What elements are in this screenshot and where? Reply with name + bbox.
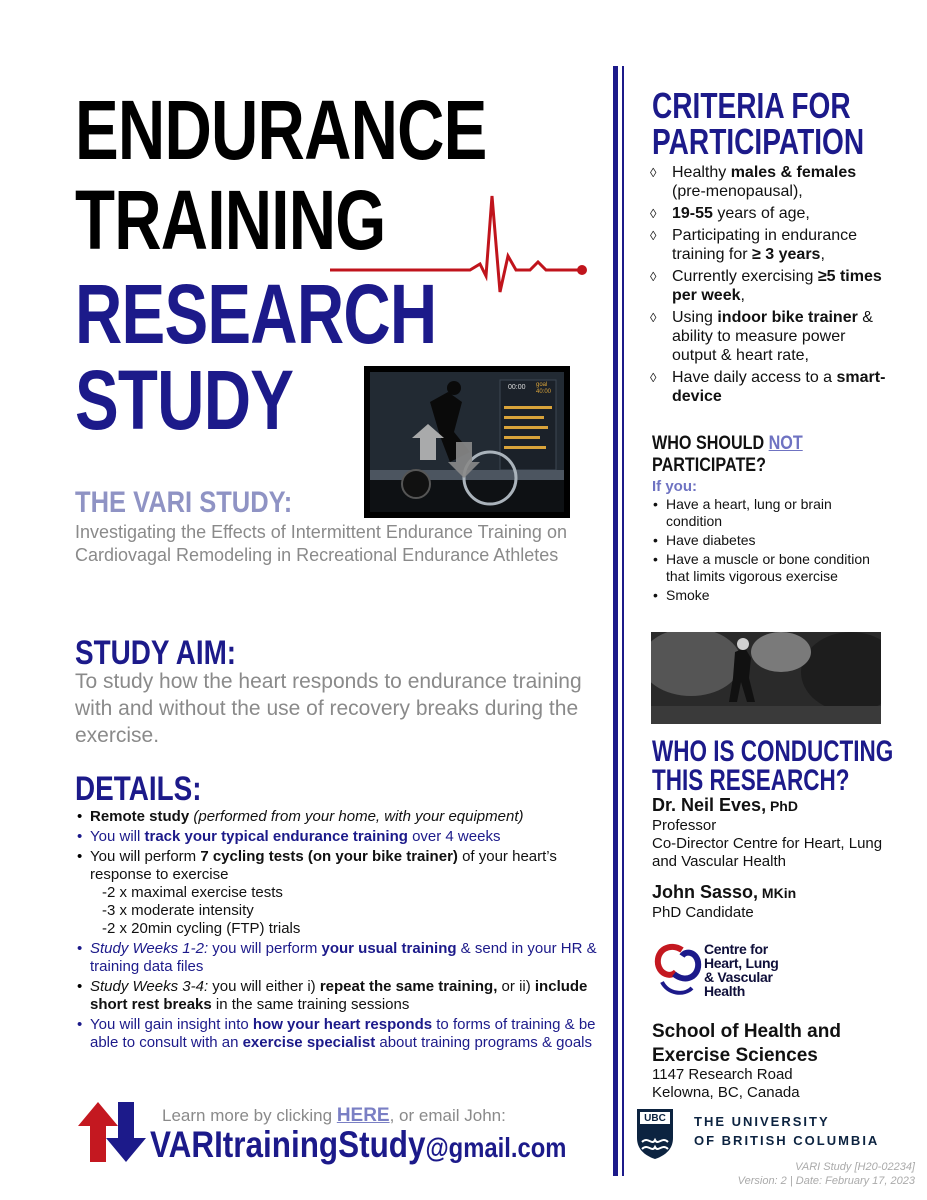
researcher-role-sasso: PhD Candidate (652, 904, 754, 921)
details-list (75, 808, 605, 1054)
details-item-remote: • Remote study (performed from your home, with your equipment) (75, 808, 605, 826)
up-down-arrows-icon (76, 1100, 148, 1164)
criteria-item-smart-device: ◊ Have daily access to a smart-device (648, 368, 893, 406)
researcher-role-eves: Professor Co-Director Centre for Heart, Lung and Vascular Health (652, 817, 883, 870)
if-you-label: If you: (652, 478, 697, 495)
researcher-name-eves: Dr. Neil Eves, PhD (652, 795, 798, 815)
title-training: TRAINING (75, 173, 386, 267)
criteria-heading: CRITERIA FOR PARTICIPATION (652, 85, 865, 162)
criteria-item-training-years: ◊ Participating in endurance training for ≥ 3 years, (648, 226, 893, 264)
details-item-weeks-1-2: • Study Weeks 1-2: you will perform your usual training & send in your HR & training data files (75, 940, 605, 976)
study-aim-text: To study how the heart responds to endurance training with and without the use of recovery breaks during the exercise. (75, 670, 582, 747)
title-study: STUDY (75, 353, 294, 447)
vari-study-heading: THE VARI STUDY: (75, 486, 293, 519)
centre-logo-text: Centre for Heart, Lung & Vascular Health (704, 941, 779, 999)
list-item: • Smoke (652, 587, 886, 604)
ubc-crest-text: UBC (644, 1113, 666, 1124)
contact-email[interactable]: VARItrainingStudy@gmail.com (150, 1124, 567, 1165)
details-item-track: • You will track your typical endurance training over 4 weeks (75, 828, 605, 846)
conducting-heading: WHO IS CONDUCTING THIS RESEARCH? (652, 735, 894, 797)
screen-time: 00:00 (508, 384, 526, 391)
not-participate-heading: WHO SHOULD NOT PARTICIPATE? (652, 433, 803, 476)
version-footer: VARI Study [H20-02234] Version: 2 | Date: February 17, 2023 (737, 1161, 915, 1187)
ubc-wordmark: THE UNIVERSITY OF BRITISH COLUMBIA (694, 1114, 880, 1148)
title-endurance: ENDURANCE (75, 83, 487, 177)
title-research: RESEARCH (75, 267, 437, 361)
not-participate-list (652, 496, 886, 606)
screen-goal-value: 40:00 (536, 389, 552, 395)
column-divider-thick (613, 66, 618, 1176)
cyclist-photo (364, 366, 570, 518)
here-link[interactable]: HERE (336, 1105, 390, 1126)
details-item-cycling-tests: • You will perform 7 cycling tests (on your bike trainer) of your heart’s response to exercise -2 x maximal exercise tests -3 x moderate intensity -2 x 20min cycling (FTP) trials (75, 848, 605, 938)
school-name: School of Health and Exercise Sciences (652, 1021, 841, 1066)
vari-study-subtitle: Investigating the Effects of Intermittent Endurance Training on Cardiovagal Remodeling in Recreational Endurance Athletes (75, 522, 567, 565)
details-sub-maximal: -2 x maximal exercise tests (102, 884, 283, 901)
runner-photo (651, 632, 881, 724)
learn-more-text: Learn more by clicking HERE, or email John: (162, 1105, 506, 1126)
heartbeat-line-icon (330, 186, 590, 296)
criteria-list (648, 163, 893, 409)
details-item-insight: • You will gain insight into how your heart responds to forms of training & be able to consult with an exercise specialist about training programs & goals (75, 1016, 605, 1052)
details-sub-moderate: -3 x moderate intensity (102, 902, 254, 919)
screen-goal (536, 382, 551, 396)
criteria-item-trainer: ◊ Using indoor bike trainer & ability to measure power output & heart rate, (648, 308, 893, 365)
criteria-item-age: ◊ 19-55 years of age, (648, 204, 893, 223)
screen-goal-label: goal (536, 382, 548, 388)
list-item: • Have a heart, lung or brain condition (652, 496, 886, 530)
details-heading: DETAILS: (75, 770, 202, 808)
details-item-weeks-3-4: • Study Weeks 3-4: you will either i) repeat the same training, or ii) include short rest breaks in the same training sessions (75, 978, 605, 1014)
details-sub-ftp: -2 x 20min cycling (FTP) trials (102, 920, 301, 937)
school-address: 1147 Research Road Kelowna, BC, Canada (652, 1066, 800, 1101)
criteria-item-healthy: ◊ Healthy males & females (pre-menopausal), (648, 163, 893, 201)
column-divider-thin (622, 66, 624, 1176)
criteria-item-frequency: ◊ Currently exercising ≥5 times per week, (648, 267, 893, 305)
list-item: • Have a muscle or bone condition that limits vigorous exercise (652, 551, 886, 585)
study-aim-heading: STUDY AIM: (75, 634, 237, 672)
list-item: • Have diabetes (652, 532, 886, 549)
researcher-name-sasso: John Sasso, MKin (652, 882, 797, 902)
